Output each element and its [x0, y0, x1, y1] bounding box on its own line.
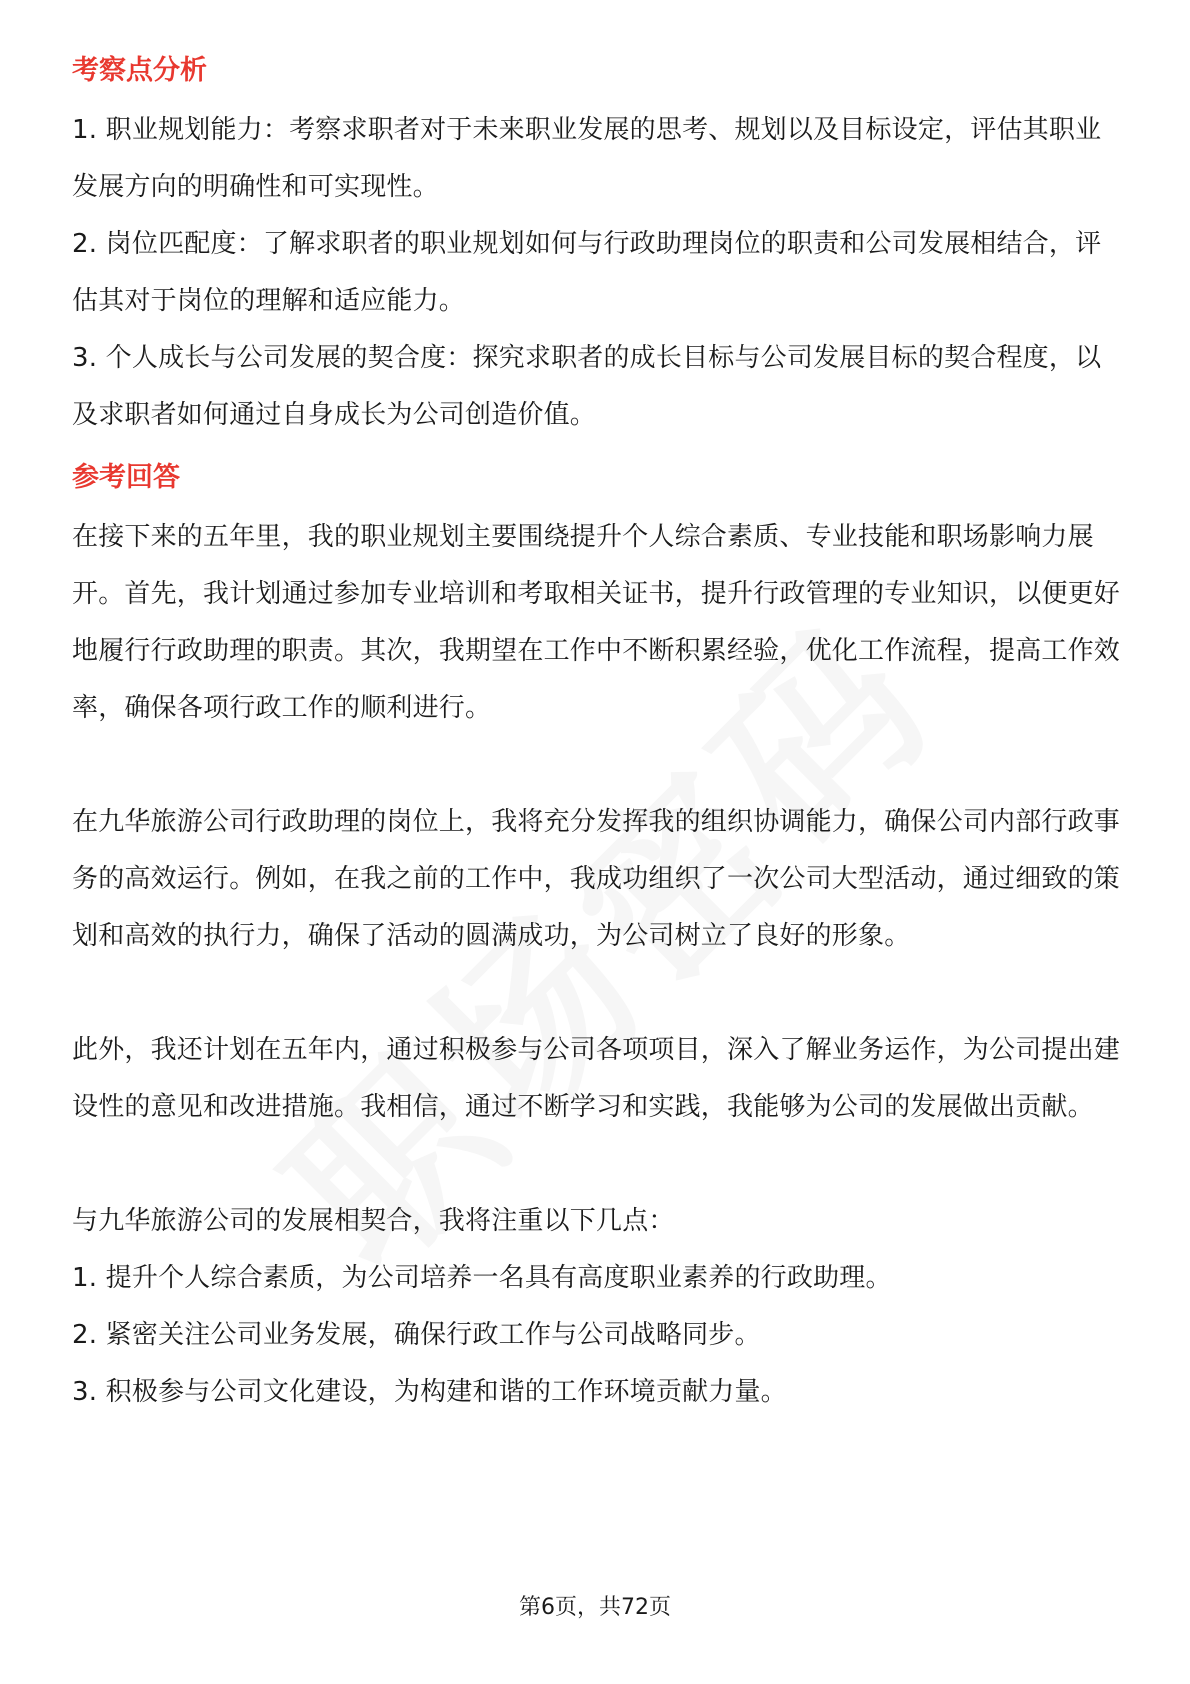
answer-list-item-3: 3. 积极参与公司文化建设，为构建和谐的工作环境贡献力量。: [72, 1377, 787, 1407]
section-heading-answer: 参考回答: [72, 462, 180, 493]
page-number: 第6页，共72页: [519, 1595, 671, 1620]
answer-paragraph-2: 在九华旅游公司行政助理的岗位上，我将充分发挥我的组织协调能力，确保公司内部行政事务的高效运行。例如，在我之前的工作中，我成功组织了一次公司大型活动，通过细致的策划和高效的执行力，确保了活动的圆满成功，为公司树立了良好的形象。: [72, 807, 1121, 951]
section-heading-analysis: 考察点分析: [72, 55, 207, 86]
analysis-item-3: 3. 个人成长与公司发展的契合度：探究求职者的成长目标与公司发展目标的契合程度，以及求职者如何通过自身成长为公司创造价值。: [72, 343, 1102, 430]
answer-paragraph-4-intro: 与九华旅游公司的发展相契合，我将注重以下几点：: [72, 1206, 675, 1236]
page-content: [72, 52, 1120, 1421]
answer-list-item-2: 2. 紧密关注公司业务发展，确保行政工作与公司战略同步。: [72, 1320, 761, 1350]
answer-paragraph-3: 此外，我还计划在五年内，通过积极参与公司各项项目，深入了解业务运作，为公司提出建设性的意见和改进措施。我相信，通过不断学习和实践，我能够为公司的发展做出贡献。: [72, 1035, 1121, 1122]
analysis-item-2: 2. 岗位匹配度：了解求职者的职业规划如何与行政助理岗位的职责和公司发展相结合，评估其对于岗位的理解和适应能力。: [72, 229, 1102, 316]
answer-list-item-1: 1. 提升个人综合素质，为公司培养一名具有高度职业素养的行政助理。: [72, 1263, 892, 1293]
analysis-item-1: 1. 职业规划能力：考察求职者对于未来职业发展的思考、规划以及目标设定，评估其职业发展方向的明确性和可实现性。: [72, 115, 1102, 202]
answer-paragraph-1: 在接下来的五年里，我的职业规划主要围绕提升个人综合素质、专业技能和职场影响力展开。首先，我计划通过参加专业培训和考取相关证书，提升行政管理的专业知识，以便更好地履行行政助理的职责。其次，我期望在工作中不断积累经验，优化工作流程，提高工作效率，确保各项行政工作的顺利进行。: [72, 522, 1121, 723]
